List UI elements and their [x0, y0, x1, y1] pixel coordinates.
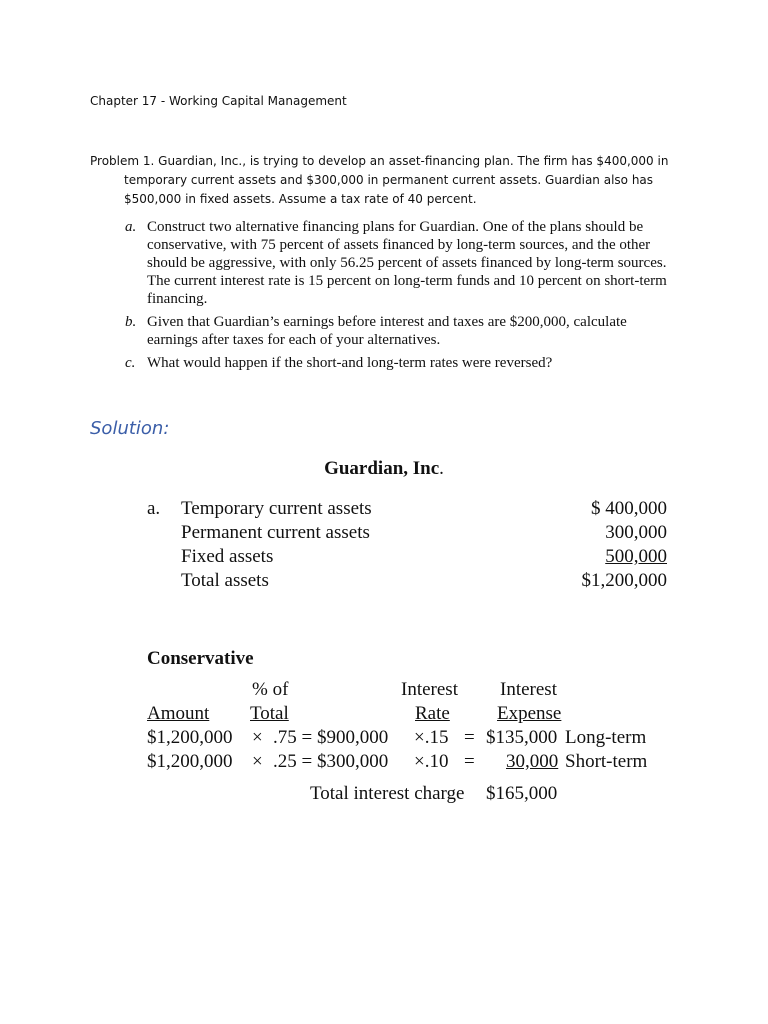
asset-table: [147, 497, 667, 593]
row-rate: ×.10: [414, 751, 449, 772]
asset-name: Temporary current assets: [181, 498, 372, 519]
company-title: [0, 458, 768, 480]
problem-part-c: [125, 354, 673, 372]
asset-value: 500,000: [605, 546, 667, 567]
chapter-title: Chapter 17 - Working Capital Management: [90, 94, 347, 108]
row-eq: =: [464, 727, 475, 748]
asset-value: 300,000: [605, 522, 667, 543]
total-label: Total interest charge: [310, 783, 465, 804]
asset-value: $1,200,000: [581, 570, 667, 591]
asset-name: Permanent current assets: [181, 522, 370, 543]
part-label: b.: [125, 314, 137, 330]
part-text: Given that Guardian’s earnings before interest and taxes are $200,000, calculate earnings after taxes for each of your alternatives.: [147, 314, 627, 348]
header-rate: Rate: [415, 703, 450, 724]
row-type: Long-term: [565, 727, 647, 748]
row-calc: .75 = $900,000: [273, 727, 389, 748]
company-name: Guardian, Inc: [324, 458, 440, 479]
asset-row: [147, 521, 667, 545]
problem-part-a: [125, 218, 673, 308]
row-type: Short-term: [565, 751, 648, 772]
row-expense: $135,000: [486, 727, 558, 748]
row-eq: =: [464, 751, 475, 772]
part-text: Construct two alternative financing plans for Guardian. One of the plans should be conservative, with 75 percent of assets financed by long-term sources, and the other should be aggressive, with only 56.25 percent of assets financed by long-term sources. The current interest rate is 15 percent on long-term funds and 10 percent on short-term financing.: [147, 219, 667, 307]
asset-row: [147, 545, 667, 569]
company-suffix: .: [439, 458, 444, 479]
header-pct-top: % of: [252, 679, 289, 700]
part-label: c.: [125, 355, 136, 371]
row-rate: ×.15: [414, 727, 449, 748]
problem-statement: [90, 152, 670, 209]
row-amount: $1,200,000: [147, 751, 233, 772]
problem-part-b: [125, 313, 673, 349]
asset-name: Fixed assets: [181, 546, 274, 567]
row-expense: 30,000: [506, 751, 559, 772]
solution-heading: Solution:: [90, 418, 170, 439]
part-text: What would happen if the short-and long-term rates were reversed?: [147, 355, 553, 371]
problem-text: Problem 1. Guardian, Inc., is trying to develop an asset-financing plan. The firm has $400,000 in temporary current assets and $300,000 in permanent current assets. Guardian also has $500,000 in fixed assets. Assume a tax rate of 40 percent.: [90, 154, 669, 206]
conservative-title: Conservative: [147, 648, 254, 669]
header-rate-top: Interest: [401, 679, 458, 700]
header-expense: Expense: [497, 703, 562, 724]
asset-value: $ 400,000: [591, 498, 667, 519]
row-calc: .25 = $300,000: [273, 751, 389, 772]
total-value: $165,000: [486, 783, 558, 804]
header-expense-top: Interest: [500, 679, 557, 700]
part-label: a.: [147, 498, 161, 519]
header-amount: Amount: [147, 703, 210, 724]
part-label: a.: [125, 219, 137, 235]
asset-name: Total assets: [181, 570, 269, 591]
header-pct: Total: [250, 703, 289, 724]
row-times: ×: [252, 727, 263, 748]
problem-parts: [125, 218, 673, 377]
row-amount: $1,200,000: [147, 727, 233, 748]
asset-row: [147, 497, 667, 521]
row-times: ×: [252, 751, 263, 772]
asset-row: [147, 569, 667, 593]
